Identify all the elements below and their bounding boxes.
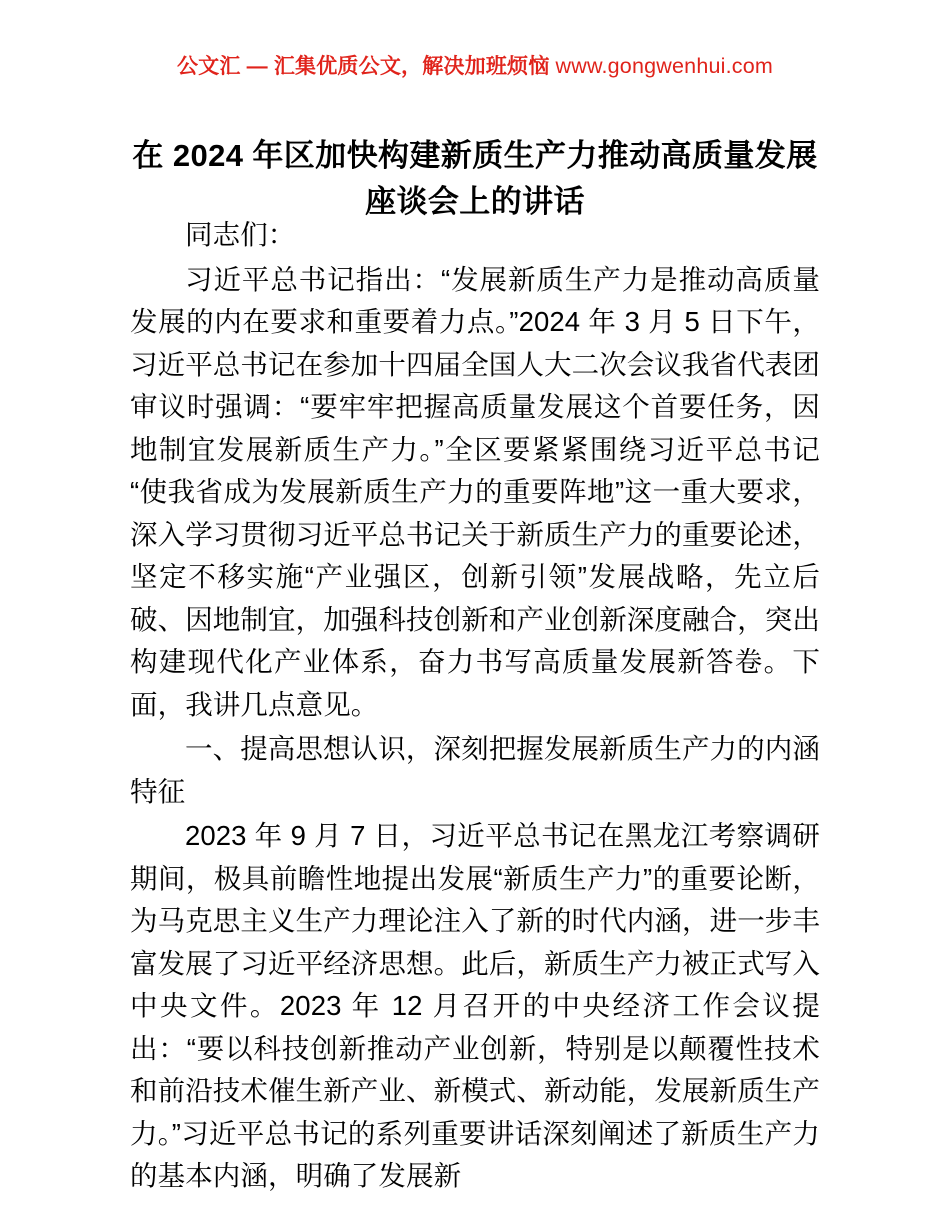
page-title: 在 2024 年区加快构建新质生产力推动高质量发展座谈会上的讲话 (132, 137, 818, 219)
watermark-brand: 公文汇 — 汇集优质公文，解决加班烦恼 (176, 55, 550, 78)
section-heading-one: 一、提高思想认识，深刻把握发展新质生产力的内涵特征 (130, 733, 820, 807)
section-one-paragraph: 2023 年 9 月 7 日，习近平总书记在黑龙江考察调研期间，极具前瞻性地提出发展“新质生产力”的重要论断，为马克思主义生产力理论注入了新的时代内涵，进一步丰富发展了习近平经济思想。此后，新质生产力被正式写入中央文件。2023 年 12 月召开的中央经济工作会议提出：“要以科技创新推动产业创新，特别是以颠覆性技术和前沿技术催生新产业、新模式、新动能，发展新质生产力。”习近平总书记的系列重要讲话深刻阐述了新质生产力的基本内涵，明确了发展新 (130, 820, 820, 1191)
opening-paragraph: 习近平总书记指出：“发展新质生产力是推动高质量发展的内在要求和重要着力点。”2024 年 3 月 5 日下午，习近平总书记在参加十四届全国人大二次会议我省代表团审议时强调：“要牢牢把握高质量发展这个首要任务，因地制宜发展新质生产力。”全区要紧紧围绕习近平总书记“使我省成为发展新质生产力的重要阵地”这一重大要求，深入学习贯彻习近平总书记关于新质生产力的重要论述，坚定不移实施“产业强区，创新引领”发展战略，先立后破、因地制宜，加强科技创新和产业创新深度融合，突出构建现代化产业体系，奋力书写高质量发展新答卷。下面，我讲几点意见。 (130, 263, 820, 720)
watermark-header (0, 52, 950, 81)
salutation: 同志们： (185, 219, 296, 250)
watermark-url: www.gongwenhui.com (555, 54, 774, 78)
document-body (130, 214, 820, 1198)
